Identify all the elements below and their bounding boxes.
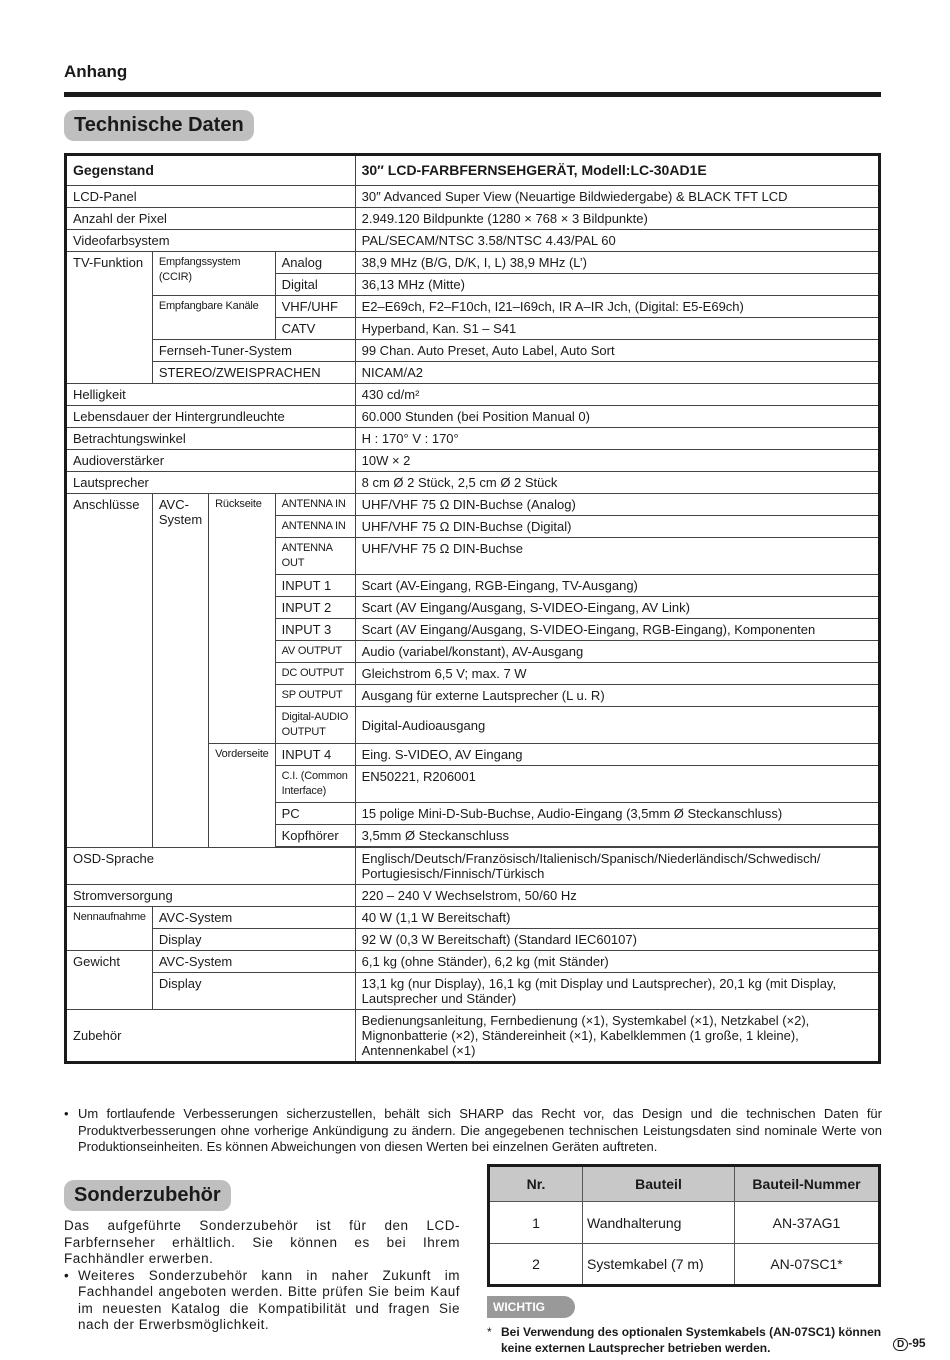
table-row bbox=[66, 973, 880, 1010]
table-row bbox=[66, 296, 880, 318]
row-label: Fernseh-Tuner-System bbox=[152, 340, 355, 362]
accessories-paragraph: Das aufgeführte Sonderzubehör ist für den LCD-Farbfernseher erhältlich. Sie können es bei Ihrem Fachhändler erwerben. bbox=[64, 1218, 460, 1266]
row-label: INPUT 2 bbox=[275, 597, 355, 619]
row-value: Scart (AV-Eingang, RGB-Eingang, TV-Ausgang) bbox=[355, 575, 879, 597]
row-value: Hyperband, Kan. S1 – S41 bbox=[355, 318, 879, 340]
row-label: Digital bbox=[275, 274, 355, 296]
accessories-bullet-item bbox=[64, 1268, 460, 1334]
table-row bbox=[66, 406, 880, 428]
row-value: PAL/SECAM/NTSC 3.58/NTSC 4.43/PAL 60 bbox=[355, 230, 879, 252]
row-label: INPUT 4 bbox=[275, 744, 355, 766]
row-value: 38,9 MHz (B/G, D/K, I, L) 38,9 MHz (L’) bbox=[355, 252, 879, 274]
row-value: 36,13 MHz (Mitte) bbox=[355, 274, 879, 296]
row-label: OSD-Sprache bbox=[66, 848, 356, 885]
accessories-text bbox=[64, 1218, 460, 1334]
row-label: Gewicht bbox=[66, 951, 153, 1010]
row-value: Ausgang für externe Lautsprecher (L u. R) bbox=[355, 685, 879, 707]
row-value: 15 polige Mini-D-Sub-Buchse, Audio-Eingang (3,5mm Ø Steckanschluss) bbox=[355, 803, 879, 825]
row-label: DC OUTPUT bbox=[275, 663, 355, 685]
row-value: Gleichstrom 6,5 V; max. 7 W bbox=[355, 663, 879, 685]
table-row bbox=[66, 494, 880, 516]
row-label: Anzahl der Pixel bbox=[66, 208, 356, 230]
row-value: EN50221, R206001 bbox=[355, 766, 879, 803]
sub-label: Display bbox=[152, 929, 355, 951]
row-value: 8 cm Ø 2 Stück, 2,5 cm Ø 2 Stück bbox=[355, 472, 879, 494]
accessories-title: Sonderzubehör bbox=[64, 1180, 231, 1211]
row-value: 60.000 Stunden (bei Position Manual 0) bbox=[355, 406, 879, 428]
col-header-part: Bauteil bbox=[583, 1166, 735, 1202]
disclaimer-text: Um fortlaufende Verbesserungen sicherzustellen, behält sich SHARP das Recht vor, das Design und die technischen Daten für Produktverbesserungen ohne vorherige Ankündigung zu ändern. Die angegebenen technischen Leistungsdaten sind nominale Werte von Produktionseinheiten. Es können Abweichungen von diesen Werten bei einzelnen Geräten auftreten. bbox=[78, 1106, 882, 1154]
sub-label: Rückseite bbox=[209, 494, 275, 744]
bullet-icon: • bbox=[64, 1106, 69, 1121]
sub-label: Empfangbare Kanäle bbox=[152, 296, 275, 340]
sub-label: AVC-System bbox=[152, 951, 355, 973]
cell-nr: 1 bbox=[489, 1202, 583, 1244]
row-value: Scart (AV Eingang/Ausgang, S-VIDEO-Eingang, RGB-Eingang), Komponenten bbox=[355, 619, 879, 641]
col-header-nr: Nr. bbox=[489, 1166, 583, 1202]
row-value: H : 170° V : 170° bbox=[355, 428, 879, 450]
row-label: ANTENNA OUT bbox=[275, 538, 355, 575]
row-value: Scart (AV Eingang/Ausgang, S-VIDEO-Eingang, AV Link) bbox=[355, 597, 879, 619]
header-rule bbox=[64, 92, 881, 97]
table-row bbox=[66, 340, 880, 362]
row-label: ANTENNA IN bbox=[275, 516, 355, 538]
row-label: VHF/UHF bbox=[275, 296, 355, 318]
row-value: NICAM/A2 bbox=[355, 362, 879, 384]
row-value: Englisch/Deutsch/Französisch/Italienisch/Spanisch/Niederländisch/Schwedisch/ Portugiesisch/Finnisch/Türkisch bbox=[355, 848, 879, 885]
row-label: Betrachtungswinkel bbox=[66, 428, 356, 450]
footnote-marker: * bbox=[487, 1325, 492, 1339]
row-value: 92 W (0,3 W Bereitschaft) (Standard IEC60107) bbox=[355, 929, 879, 951]
row-value: 99 Chan. Auto Preset, Auto Label, Auto Sort bbox=[355, 340, 879, 362]
footnote-text: Bei Verwendung des optionalen Systemkabels (AN-07SC1) können keine externen Lautsprecher betrieben werden. bbox=[501, 1325, 882, 1355]
row-label: ANTENNA IN bbox=[275, 494, 355, 516]
row-value: UHF/VHF 75 Ω DIN-Buchse (Analog) bbox=[355, 494, 879, 516]
row-value: Digital-Audioausgang bbox=[355, 707, 879, 744]
row-value: 2.949.120 Bildpunkte (1280 × 768 × 3 Bildpunkte) bbox=[355, 208, 879, 230]
row-label: Audioverstärker bbox=[66, 450, 356, 472]
row-value: 220 – 240 V Wechselstrom, 50/60 Hz bbox=[355, 885, 879, 907]
row-label: Digital-AUDIO OUTPUT bbox=[275, 707, 355, 744]
row-label: Analog bbox=[275, 252, 355, 274]
table-row bbox=[489, 1202, 880, 1244]
row-value: 13,1 kg (nur Display), 16,1 kg (mit Display und Lautsprecher), 20,1 kg (mit Display, Lautsprecher und Ständer) bbox=[355, 973, 879, 1010]
row-label: Nennaufnahme bbox=[66, 907, 153, 951]
cell-part: Systemkabel (7 m) bbox=[583, 1244, 735, 1286]
sub-label: Display bbox=[152, 973, 355, 1010]
table-row bbox=[66, 1010, 880, 1063]
table-row bbox=[66, 929, 880, 951]
table-row bbox=[66, 230, 880, 252]
sub-label: AVC-System bbox=[152, 494, 208, 848]
table-row bbox=[66, 208, 880, 230]
row-label: Helligkeit bbox=[66, 384, 356, 406]
table-row bbox=[66, 384, 880, 406]
tech-title: Technische Daten bbox=[64, 110, 254, 141]
table-row bbox=[66, 848, 880, 885]
accessories-bullet-text: Weiteres Sonderzubehör kann in naher Zukunft im Fachhandel angeboten werden. Bitte prüfen Sie beim Kauf im neuesten Katalog die Kompatibilität und fragen Sie nach der Erwerbsmöglichkeit. bbox=[78, 1267, 460, 1332]
page-number bbox=[893, 1336, 926, 1351]
tech-heading bbox=[64, 110, 254, 141]
row-label: Kopfhörer bbox=[275, 825, 355, 847]
head-item: Gegenstand bbox=[66, 155, 356, 186]
row-label: LCD-Panel bbox=[66, 186, 356, 208]
row-value: UHF/VHF 75 Ω DIN-Buchse (Digital) bbox=[355, 516, 879, 538]
cell-nr: 2 bbox=[489, 1244, 583, 1286]
spec-table bbox=[64, 153, 881, 1064]
cell-number: AN-07SC1* bbox=[735, 1244, 880, 1286]
row-label: CATV bbox=[275, 318, 355, 340]
table-row bbox=[66, 450, 880, 472]
row-label: INPUT 1 bbox=[275, 575, 355, 597]
row-value: Bedienungsanleitung, Fernbedienung (×1), Systemkabel (×1), Netzkabel (×2), Mignonbatterie (×2), Ständereinheit (×1), Kabelklemmen (1 große, 1 kleine), Antennenkabel (×1) bbox=[355, 1010, 879, 1063]
col-header-number: Bauteil-Nummer bbox=[735, 1166, 880, 1202]
row-label: Zubehör bbox=[66, 1010, 356, 1063]
row-label: AV OUTPUT bbox=[275, 641, 355, 663]
accessories-heading bbox=[64, 1180, 231, 1211]
warning-badge: WICHTIG bbox=[487, 1296, 575, 1318]
table-header-row bbox=[489, 1166, 880, 1202]
row-value: 6,1 kg (ohne Ständer), 6,2 kg (mit Ständer) bbox=[355, 951, 879, 973]
table-row bbox=[66, 951, 880, 973]
row-value: E2–E69ch, F2–F10ch, I21–I69ch, IR A–IR Jch, (Digital: E5-E69ch) bbox=[355, 296, 879, 318]
cell-part: Wandhalterung bbox=[583, 1202, 735, 1244]
table-row bbox=[66, 885, 880, 907]
language-badge: D bbox=[893, 1338, 908, 1351]
row-label: TV-Funktion bbox=[66, 252, 153, 384]
row-value: Eing. S-VIDEO, AV Eingang bbox=[355, 744, 879, 766]
row-value: 10W × 2 bbox=[355, 450, 879, 472]
cell-number: AN-37AG1 bbox=[735, 1202, 880, 1244]
row-label: C.I. (Common Interface) bbox=[275, 766, 355, 803]
row-value: UHF/VHF 75 Ω DIN-Buchse bbox=[355, 538, 879, 575]
spec-head-row bbox=[66, 155, 880, 186]
page-number-text: -95 bbox=[908, 1336, 926, 1350]
row-label: Stromversorgung bbox=[66, 885, 356, 907]
table-row bbox=[66, 472, 880, 494]
bullet-icon: • bbox=[64, 1267, 70, 1283]
sub-label: Vorderseite bbox=[209, 744, 275, 848]
sub-label: Empfangssystem (CCIR) bbox=[152, 252, 275, 296]
row-value: 3,5mm Ø Steckanschluss bbox=[355, 825, 879, 847]
accessories-table bbox=[487, 1164, 881, 1287]
disclaimer-note bbox=[64, 1106, 882, 1156]
head-model: 30″ LCD-FARBFERNSEHGERÄT, Modell:LC-30AD1E bbox=[355, 155, 879, 186]
table-row bbox=[66, 186, 880, 208]
row-value: 430 cd/m² bbox=[355, 384, 879, 406]
table-row bbox=[66, 428, 880, 450]
row-label: INPUT 3 bbox=[275, 619, 355, 641]
row-label: Lautsprecher bbox=[66, 472, 356, 494]
row-label: SP OUTPUT bbox=[275, 685, 355, 707]
row-label: Lebensdauer der Hintergrundleuchte bbox=[66, 406, 356, 428]
table-row bbox=[66, 252, 880, 274]
row-label: Videofarbsystem bbox=[66, 230, 356, 252]
table-row bbox=[66, 907, 880, 929]
row-label: PC bbox=[275, 803, 355, 825]
sub-label: AVC-System bbox=[152, 907, 355, 929]
row-value: Audio (variabel/konstant), AV-Ausgang bbox=[355, 641, 879, 663]
section-header: Anhang bbox=[64, 62, 128, 81]
row-value: 30″ Advanced Super View (Neuartige Bildwiedergabe) & BLACK TFT LCD bbox=[355, 186, 879, 208]
row-value: 40 W (1,1 W Bereitschaft) bbox=[355, 907, 879, 929]
warning-footnote bbox=[487, 1324, 887, 1356]
row-label: Anschlüsse bbox=[66, 494, 153, 848]
row-label: STEREO/ZWEISPRACHEN bbox=[152, 362, 355, 384]
table-row bbox=[489, 1244, 880, 1286]
table-row bbox=[66, 362, 880, 384]
